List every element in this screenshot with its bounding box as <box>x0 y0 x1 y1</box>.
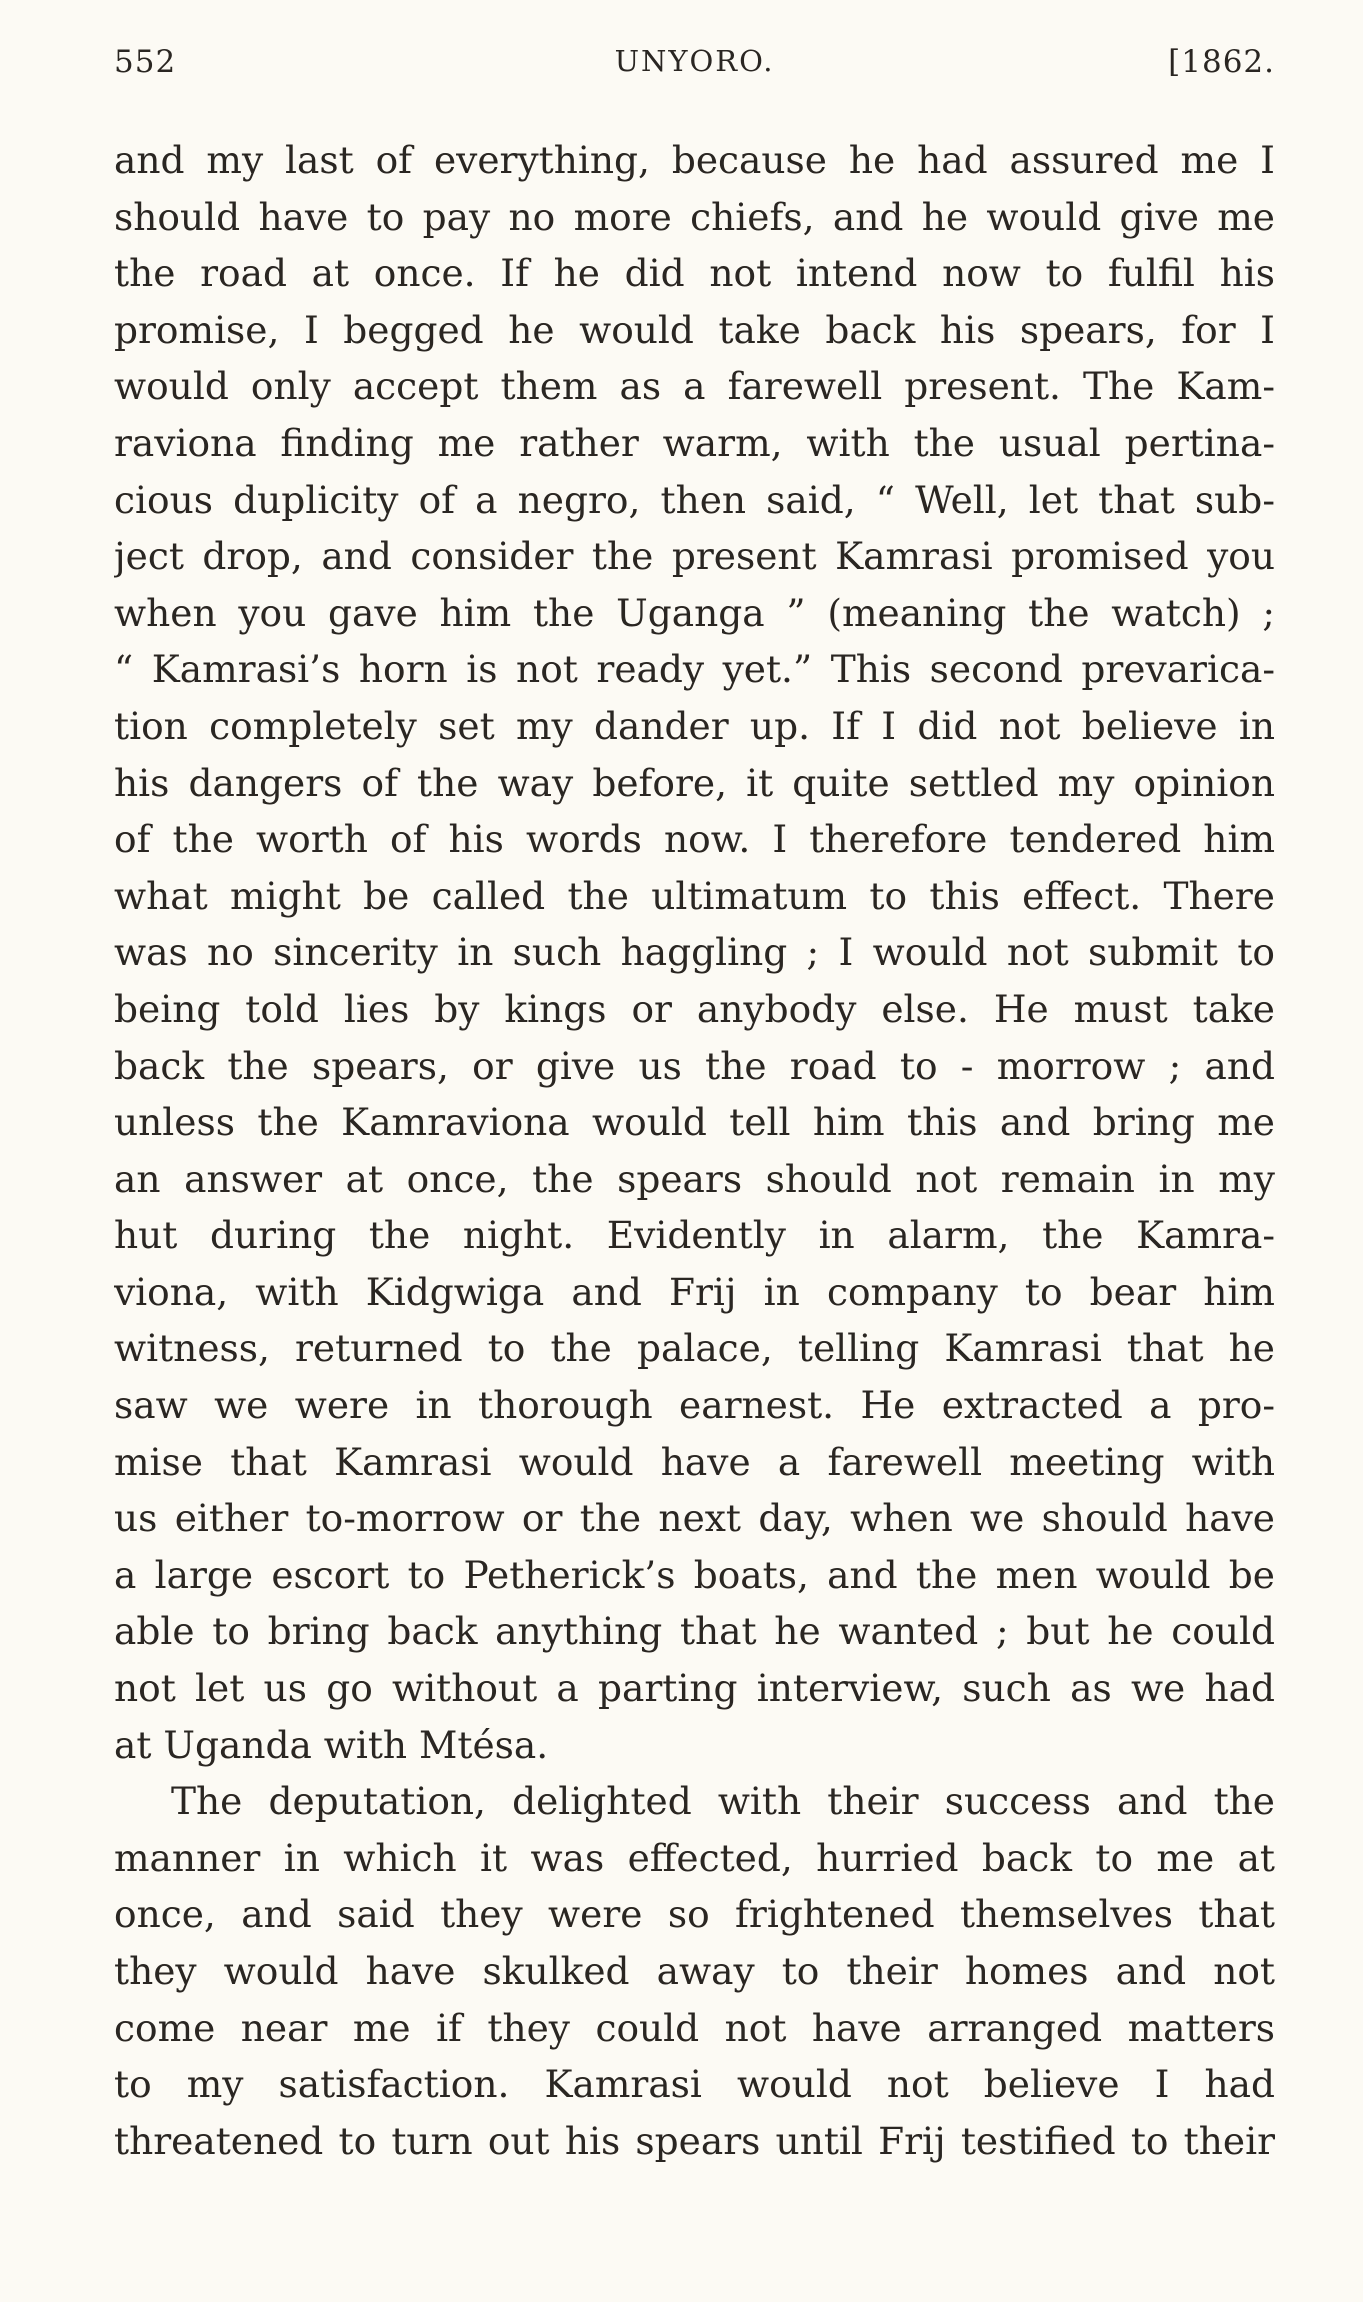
text-line: his dangers of the way before, it quite settled my opinion <box>114 760 1275 805</box>
text-line: manner in which it was effected, hurried back to me at <box>114 1835 1275 1880</box>
text-line: cious duplicity of a negro, then said, “ Well, let that sub- <box>114 477 1275 522</box>
text-line: they would have skulked away to their homes and not <box>114 1949 1275 1993</box>
page-number: 552 <box>114 44 177 80</box>
text-line: mise that Kamrasi would have a farewell meeting with <box>114 1439 1275 1484</box>
running-header <box>114 44 1275 88</box>
text-line: would only accept them as a farewell present. The Kam- <box>114 364 1275 409</box>
text-line: when you gave him the Uganga ” (meaning the watch) ; <box>114 590 1275 635</box>
text-line: promise, I begged he would take back his spears, for I <box>114 307 1275 352</box>
text-line: back the spears, or give us the road to - morrow ; and <box>114 1043 1275 1088</box>
text-line: able to bring back anything that he wanted ; but he could <box>114 1609 1275 1654</box>
text-line: tion completely set my dander up. If I did not believe in <box>114 703 1275 748</box>
text-line: of the worth of his words now. I therefore tendered him <box>114 817 1275 862</box>
paragraph-end-line: at Uganda with Mtésa. <box>114 1722 549 1767</box>
text-line: us either to-morrow or the next day, when we should have <box>114 1496 1275 1541</box>
body-text <box>114 132 1275 2169</box>
text-line: was no sincerity in such haggling ; I would not submit to <box>114 930 1275 975</box>
text-line: come near me if they could not have arranged matters <box>114 2005 1275 2050</box>
text-line: raviona finding me rather warm, with the usual pertina- <box>114 420 1275 465</box>
text-line: being told lies by kings or anybody else. He must take <box>114 986 1275 1031</box>
running-title: UNYORO. <box>614 44 775 78</box>
text-line: hut during the night. Evidently in alarm, the Kamra- <box>114 1213 1275 1258</box>
text-line: what might be called the ultimatum to this effect. There <box>114 873 1275 918</box>
text-line: ject drop, and consider the present Kamrasi promised you <box>114 534 1275 579</box>
text-line: an answer at once, the spears should not remain in my <box>114 1156 1275 1201</box>
text-line: a large escort to Petherick’s boats, and the men would be <box>114 1552 1275 1597</box>
text-line: once, and said they were so frightened themselves that <box>114 1892 1275 1937</box>
paragraph-start-line: The deputation, delighted with their success and the <box>171 1779 1275 1824</box>
text-line: not let us go without a parting interview, such as we had <box>114 1666 1275 1711</box>
text-line: saw we were in thorough earnest. He extracted a pro- <box>114 1383 1275 1428</box>
text-line: “ Kamrasi’s horn is not ready yet.” This second prevarica- <box>114 647 1275 692</box>
year-marker: [1862. <box>1168 44 1275 80</box>
text-line: and my last of everything, because he had assured me I <box>114 138 1275 182</box>
text-line: threatened to turn out his spears until Frij testified to their <box>114 2118 1275 2163</box>
text-line: the road at once. If he did not intend now to fulfil his <box>114 251 1275 296</box>
text-line: unless the Kamraviona would tell him this and bring me <box>114 1100 1275 1145</box>
text-line: witness, returned to the palace, telling Kamrasi that he <box>114 1326 1275 1371</box>
text-line: to my satisfaction. Kamrasi would not believe I had <box>114 2062 1275 2107</box>
text-line: should have to pay no more chiefs, and he would give me <box>114 194 1275 239</box>
text-line: viona, with Kidgwiga and Frij in company to bear him <box>114 1269 1275 1314</box>
